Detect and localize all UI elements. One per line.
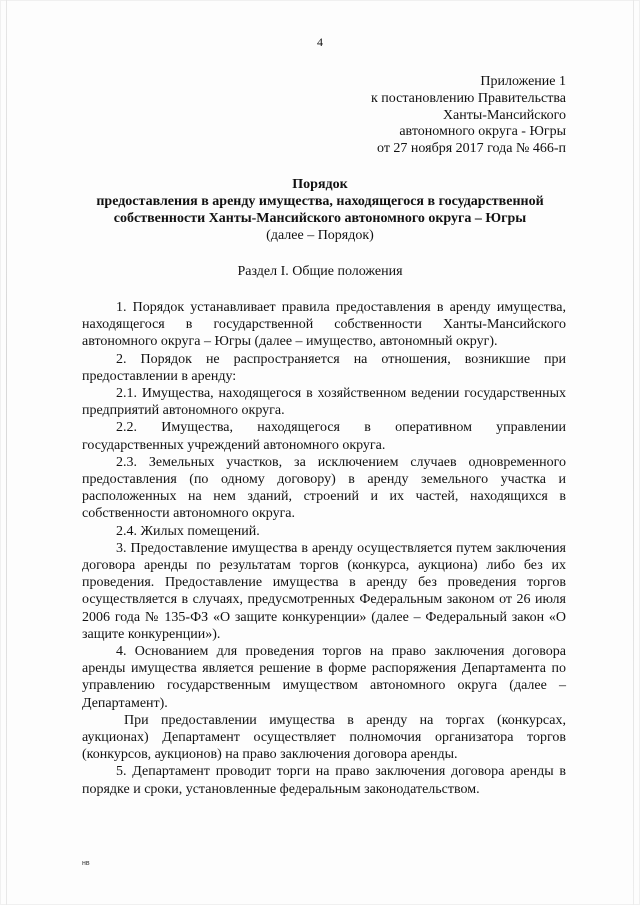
scan-edge-right — [633, 0, 634, 905]
paragraph-2-3: 2.3. Земельных участков, за исключением случаев одновременного предоставления (по одному договору) в аренду земельного участка и расположенных на нем зданий, строений и их частей, находящихся в собственности автономного округа. — [82, 454, 566, 522]
page-number: 4 — [317, 35, 323, 49]
appendix-line-3: Ханты-Мансийского — [442, 107, 566, 123]
title-note: (далее – Порядок) — [266, 228, 374, 243]
paragraph-2: 2. Порядок не распространяется на отношения, возникшие при предоставлении в аренду: — [82, 351, 566, 384]
paragraph-4: 4. Основанием для проведения торгов на право заключения договора аренды имущества является решение в форме распоряжения Департамента по управлению государственным имуществом автономного округа (далее – Департамент). — [82, 644, 566, 711]
paragraph-3: 3. Предоставление имущества в аренду осуществляется путем заключения договора аренды по результатам торгов (конкурса, аукциона) либо без их проведения. Предоставление имущества в аренду без проведения торгов осуществляется в случаях, предусмотренных Федеральным законом от 26 июля 2006 года № 135-ФЗ «О защите конкуренции» (далее – Федеральный закон «О защите конкуренции»). — [82, 540, 566, 642]
title-subtitle: предоставления в аренду имущества, находящегося в государственной собственности Ханты-Мансийского автономного округа – Югры — [96, 194, 544, 226]
scan-edge-left — [6, 0, 7, 905]
paragraph-2-1: 2.1. Имущества, находящегося в хозяйственном ведении государственных предприятий автономного округа. — [82, 386, 566, 419]
footer-mark: нв — [82, 860, 90, 867]
appendix-line-2: к постановлению Правительства — [370, 90, 566, 106]
paragraph-4-continued: При предоставлении имущества в аренду на торгах (конкурсах, аукционах) Департамент осуществляет полномочия организатора торгов (конкурсов, аукционов) на право заключения договора аренды. — [82, 712, 566, 763]
document-body — [82, 299, 566, 798]
paragraph-2-2: 2.2. Имущества, находящегося в оперативном управлении государственных учреждений автономного округа. — [82, 420, 566, 453]
section-heading: Раздел I. Общие положения — [237, 264, 403, 279]
appendix-block — [246, 74, 566, 158]
appendix-line-1: Приложение 1 — [480, 74, 566, 89]
appendix-line-4: автономного округа - Югры — [399, 124, 566, 140]
paragraph-5: 5. Департамент проводит торги на право заключения договора аренды в порядке и сроки, установленные федеральным законодательством. — [82, 764, 566, 797]
paragraph-1: 1. Порядок устанавливает правила предоставления в аренду имущества, находящегося в государственной собственности Ханты-Мансийского автономного округа – Югры (далее – имущество, автономный округ). — [82, 300, 566, 350]
document-title — [70, 176, 570, 244]
title-main: Порядок — [292, 177, 348, 192]
appendix-line-5: от 27 ноября 2017 года № 466-п — [377, 141, 566, 157]
paragraph-2-4: 2.4. Жилых помещений. — [116, 523, 260, 539]
